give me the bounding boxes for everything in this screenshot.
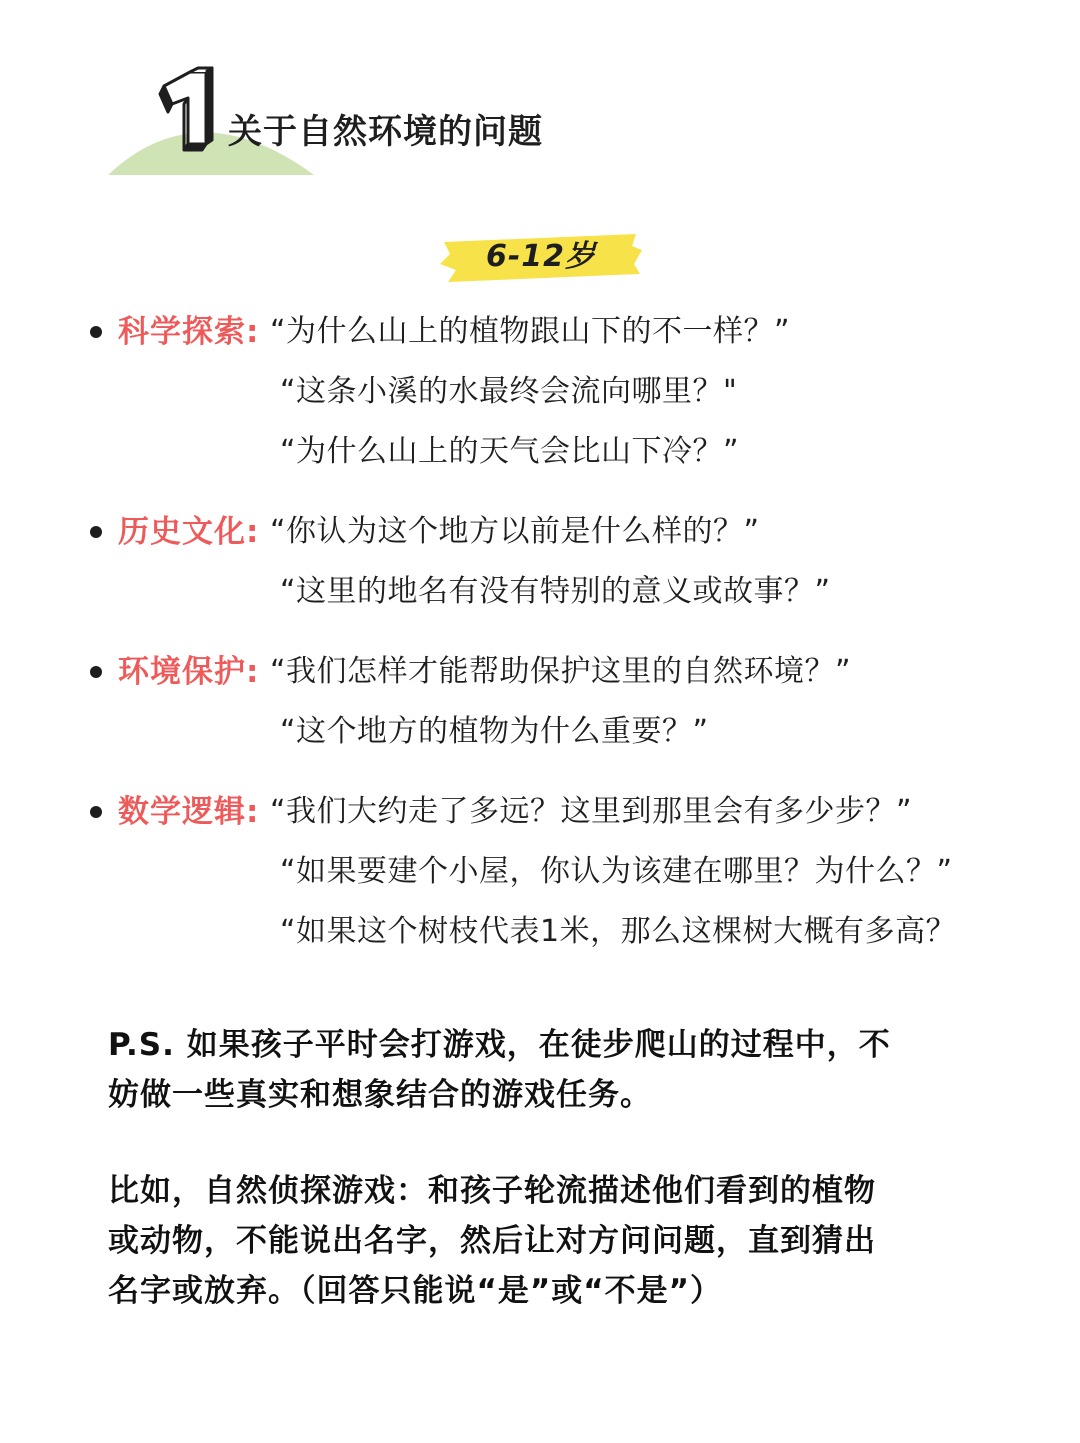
ps-line: P.S. 如果孩子平时会打游戏，在徒步爬山的过程中，不	[108, 1027, 891, 1063]
question-text: “我们怎样才能帮助保护这里的自然环境？”	[270, 654, 852, 689]
question-text: “如果这个树枝代表1米，那么这棵树大概有多高？	[280, 914, 957, 949]
bullet-dot	[90, 326, 102, 338]
section-label: 科学探索:	[118, 314, 260, 350]
question-text: “你认为这个地方以前是什么样的？”	[270, 514, 760, 549]
list-item	[90, 362, 1050, 422]
question-text: “为什么山上的植物跟山下的不一样？”	[270, 314, 791, 349]
ps-line: 或动物，不能说出名字，然后让对方问问题，直到猜出	[108, 1223, 876, 1259]
section-history-culture	[90, 502, 1050, 622]
number-one-icon	[150, 64, 220, 154]
section-science-exploration	[90, 302, 1050, 482]
list-item	[90, 642, 1050, 702]
ps-line: 名字或放弃。（回答只能说“是”或“不是”）	[108, 1273, 722, 1309]
page-title: 关于自然环境的问题	[228, 112, 543, 152]
list-item	[90, 562, 1050, 622]
question-text: “这个地方的植物为什么重要？”	[280, 714, 709, 749]
list-item	[90, 902, 1050, 962]
age-range-label: 6-12岁	[485, 239, 597, 274]
ps-paragraph-example	[108, 1166, 968, 1316]
bullet-dot	[90, 806, 102, 818]
question-text: “如果要建个小屋，你认为该建在哪里？为什么？”	[280, 854, 953, 889]
question-text: “这条小溪的水最终会流向哪里？"	[280, 374, 738, 409]
section-label: 数学逻辑:	[118, 794, 260, 830]
list-item	[90, 702, 1050, 762]
ps-line: 比如，自然侦探游戏：和孩子轮流描述他们看到的植物	[108, 1173, 876, 1209]
question-text: “为什么山上的天气会比山下冷？”	[280, 434, 740, 469]
bullet-dot	[90, 666, 102, 678]
section-label: 历史文化:	[118, 514, 260, 550]
list-item	[90, 502, 1050, 562]
question-text: “这里的地名有没有特别的意义或故事？”	[280, 574, 831, 609]
ps-line: 妨做一些真实和想象结合的游戏任务。	[108, 1077, 652, 1113]
bullet-dot	[90, 526, 102, 538]
section-header	[0, 0, 1080, 200]
age-range-badge	[436, 224, 646, 290]
list-item	[90, 842, 1050, 902]
ps-paragraph-intro	[108, 1020, 968, 1120]
section-math-logic	[90, 782, 1050, 962]
section-environment-protection	[90, 642, 1050, 762]
question-text: “我们大约走了多远？这里到那里会有多少步？”	[270, 794, 913, 829]
list-item	[90, 782, 1050, 842]
list-item	[90, 422, 1050, 482]
list-item	[90, 302, 1050, 362]
section-label: 环境保护:	[118, 654, 260, 690]
